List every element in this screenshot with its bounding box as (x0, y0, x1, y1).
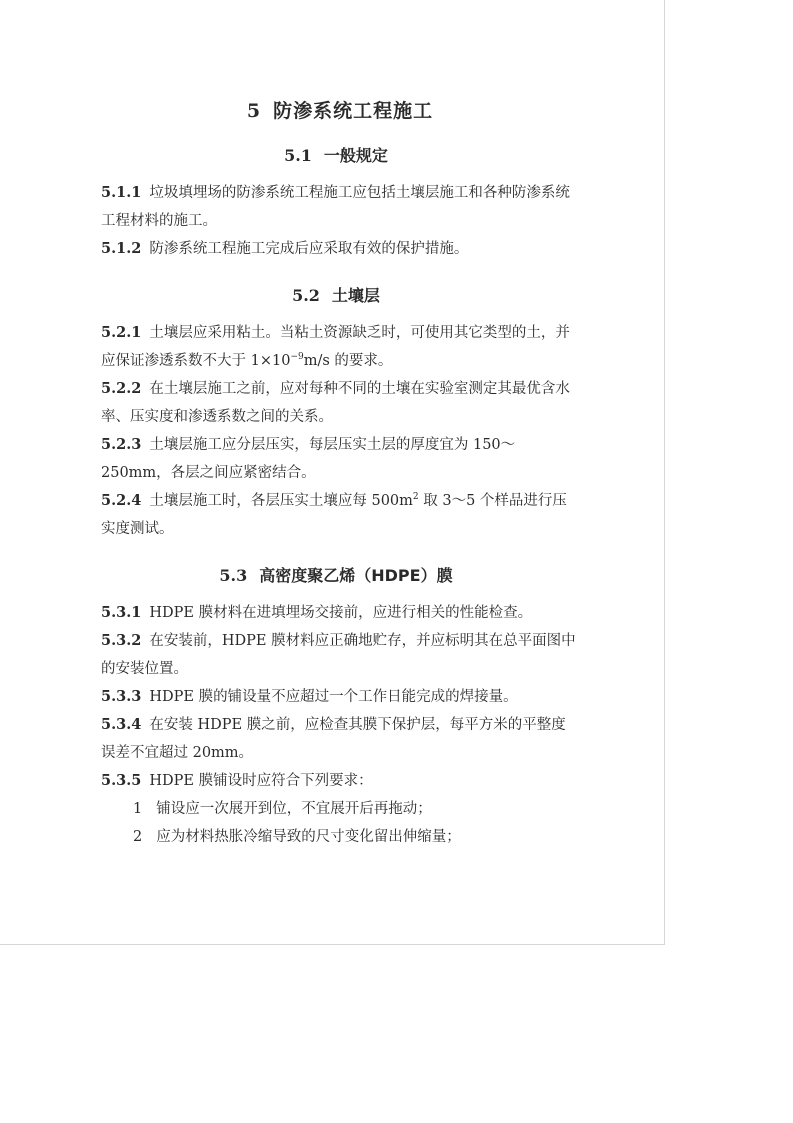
clause-5-2-4 (101, 487, 576, 543)
clause-text-cont: 取 3～5 个样品进行压实度测试。 (101, 493, 567, 537)
clause-number: 5.2.1 (101, 324, 142, 341)
clause-text: 土壤层应采用粘土。当粘土资源缺乏时，可使用其它类型的土，并应保证渗透系数不大于 1×10 (101, 325, 570, 369)
section-number: 5.2 (292, 286, 320, 305)
list-item-number: 1 (133, 801, 143, 817)
clause-number: 5.2.2 (101, 380, 142, 397)
exponent: 2 (412, 492, 419, 503)
clause-text: 在安装 HDPE 膜之前，应检查其膜下保护层，每平方米的平整度误差不宜超过 20mm。 (101, 717, 566, 761)
clause-5-2-3 (101, 431, 576, 487)
section-heading-5-1 (0, 143, 672, 166)
clause-5-3-1 (101, 599, 576, 627)
list-item (133, 795, 573, 823)
clause-text: 防渗系统工程施工完成后应采取有效的保护措施。 (149, 241, 469, 257)
clause-text: HDPE 膜铺设时应符合下列要求： (149, 773, 373, 789)
clause-number: 5.2.3 (101, 436, 142, 453)
chapter-heading (0, 96, 680, 123)
list-item-text: 应为材料热胀冷缩导致的尺寸变化留出伸缩量； (156, 829, 461, 845)
clause-number: 5.3.1 (101, 604, 142, 621)
clause-text: HDPE 膜的铺设量不应超过一个工作日能完成的焊接量。 (149, 689, 518, 705)
clause-number: 5.3.2 (101, 632, 142, 649)
clause-number: 5.3.4 (101, 716, 142, 733)
clause-text: HDPE 膜材料在进填埋场交接前，应进行相关的性能检查。 (149, 605, 533, 621)
clause-text: 土壤层施工应分层压实，每层压实土层的厚度宜为 150～250mm，各层之间应紧密结合。 (101, 437, 516, 481)
list-item-number: 2 (133, 829, 143, 845)
clause-text: 土壤层施工时，各层压实土壤应每 500m (149, 493, 413, 509)
clause-text-cont: m/s 的要求。 (303, 353, 393, 369)
clause-text: 在土壤层施工之前，应对每种不同的土壤在实验室测定其最优含水率、压实度和渗透系数之间的关系。 (101, 381, 570, 425)
section-heading-5-2 (0, 283, 672, 306)
chapter-number: 5 (246, 100, 262, 122)
clause-5-2-1 (101, 319, 576, 375)
clause-number: 5.3.5 (101, 772, 142, 789)
clause-number: 5.3.3 (101, 688, 142, 705)
clause-5-3-3 (101, 683, 576, 711)
clause-number: 5.2.4 (101, 492, 142, 509)
section-title: 高密度聚乙烯（HDPE）膜 (259, 566, 453, 585)
clause-5-1-2 (101, 235, 576, 263)
clause-text: 垃圾填埋场的防渗系统工程施工应包括土壤层施工和各种防渗系统工程材料的施工。 (101, 185, 570, 229)
section-heading-5-3 (0, 563, 672, 586)
list-item (133, 823, 573, 851)
clause-5-2-2 (101, 375, 576, 431)
clause-5-3-5 (101, 767, 576, 795)
chapter-title: 防渗系统工程施工 (273, 100, 434, 122)
section-title: 一般规定 (323, 146, 388, 165)
exponent: −9 (290, 352, 304, 363)
section-title: 土壤层 (331, 286, 380, 305)
section-number: 5.3 (219, 566, 248, 585)
section-number: 5.1 (284, 146, 312, 165)
clause-number: 5.1.1 (101, 184, 142, 201)
clause-5-3-4 (101, 711, 576, 767)
clause-5-3-2 (101, 627, 576, 683)
clause-number: 5.1.2 (101, 240, 142, 257)
clause-text: 在安装前，HDPE 膜材料应正确地贮存，并应标明其在总平面图中的安装位置。 (101, 633, 576, 677)
clause-5-1-1 (101, 179, 576, 235)
list-item-text: 铺设应一次展开到位，不宜展开后再拖动； (156, 801, 432, 817)
